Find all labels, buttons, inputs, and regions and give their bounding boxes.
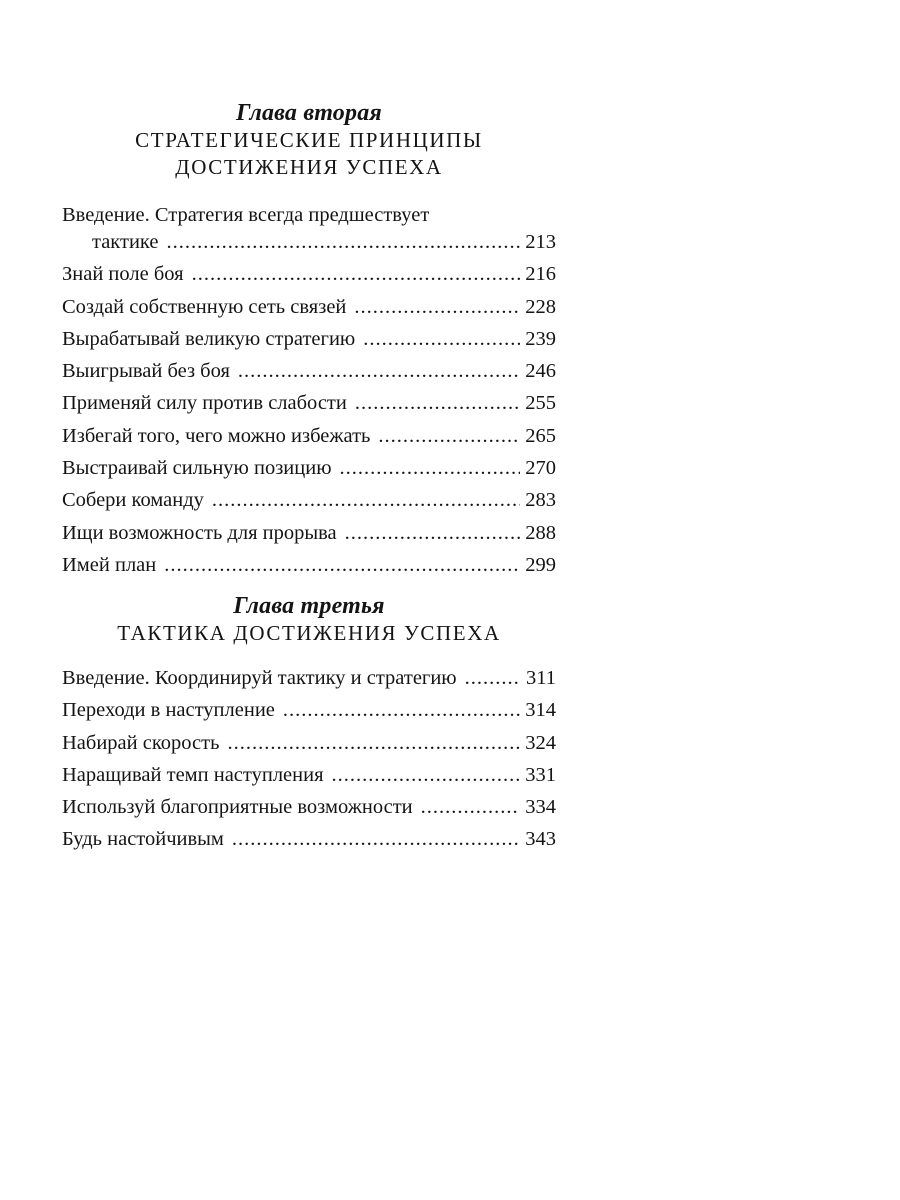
toc-entry-title: Применяй силу против слабости [62, 392, 347, 415]
toc-entry-first-line [62, 202, 556, 229]
toc-page-number: 216 [525, 263, 556, 286]
toc-entry-title: Знай поле боя [62, 263, 184, 286]
toc-page-number: 246 [525, 360, 556, 383]
toc-page-number: 343 [525, 828, 556, 851]
toc-entry[interactable] [62, 826, 556, 853]
toc-entry-title: Вырабатывай великую стратегию [62, 327, 356, 350]
toc-list [62, 665, 556, 853]
dot-leader [166, 229, 520, 256]
toc-entry-title: Используй благоприятные возможности [62, 796, 413, 819]
chapter-heading [62, 593, 556, 647]
toc-page-number: 311 [526, 666, 556, 689]
toc-entry[interactable] [62, 697, 556, 724]
toc-entry-title: Введение. Стратегия всегда предшествует [62, 204, 430, 226]
toc-page-number: 288 [525, 521, 556, 544]
toc-entry-title: Набирай скорость [62, 731, 220, 754]
toc-page-number: 324 [525, 731, 556, 754]
chapter-label: Глава вторая [236, 100, 382, 126]
dot-leader [465, 665, 521, 692]
dot-leader [363, 326, 520, 353]
dot-leader [283, 697, 520, 724]
chapter-heading [62, 100, 556, 181]
toc-entry-title: Собери команду [62, 489, 204, 512]
toc-entry-title: Наращивай темп наступления [62, 763, 324, 786]
toc-page-number: 331 [525, 763, 556, 786]
toc-entry-title: Ищи возможность для прорыва [62, 521, 337, 544]
toc-entry[interactable] [62, 665, 556, 692]
toc-page-number: 239 [525, 327, 556, 350]
toc-page-number: 270 [525, 457, 556, 480]
toc-entry-title: тактике [92, 231, 159, 253]
dot-leader [164, 552, 520, 579]
toc-page-number: 299 [525, 553, 556, 576]
toc-page-number: 283 [525, 489, 556, 512]
toc-page-number: 255 [525, 392, 556, 415]
toc-entry-title: Введение. Координируй тактику и стратегию [62, 666, 457, 689]
toc-entry[interactable] [62, 730, 556, 757]
toc-entry[interactable] [62, 390, 556, 417]
toc-entry[interactable] [62, 794, 556, 821]
chapter-label: Глава третья [233, 592, 385, 619]
toc-entry-title: Переходи в наступление [62, 699, 275, 722]
toc-entry-title: Выстраивай сильную позицию [62, 457, 332, 480]
dot-leader [332, 762, 521, 789]
toc-entry-title: Создай собственную сеть связей [62, 295, 347, 318]
dot-leader [238, 358, 520, 385]
toc-entry-title: Избегай того, чего можно избежать [62, 424, 371, 447]
toc-entry[interactable] [62, 294, 556, 321]
toc-entry[interactable] [62, 552, 556, 579]
dot-leader [227, 730, 520, 757]
toc-entry[interactable] [62, 423, 556, 450]
dot-leader [354, 294, 520, 321]
toc-page-number: 314 [525, 699, 556, 722]
dot-leader [345, 520, 521, 547]
toc-entry[interactable] [62, 358, 556, 385]
chapter-title-line: ДОСТИЖЕНИЯ УСПЕХА [175, 155, 443, 179]
chapter-title-line: ТАКТИКА ДОСТИЖЕНИЯ УСПЕХА [117, 620, 501, 645]
dot-leader [421, 794, 521, 821]
toc-entry-title: Имей план [62, 553, 157, 576]
dot-leader [378, 423, 520, 450]
chapter-section [62, 100, 556, 579]
chapter-title-line: СТРАТЕГИЧЕСКИЕ ПРИНЦИПЫ [135, 128, 483, 152]
dot-leader [212, 487, 520, 514]
dot-leader [192, 261, 521, 288]
toc-entry[interactable] [62, 762, 556, 789]
toc-entry[interactable] [62, 487, 556, 514]
toc-page-number: 265 [525, 424, 556, 447]
chapter-section [62, 593, 556, 853]
toc-entry[interactable] [62, 455, 556, 482]
toc-entry[interactable] [62, 326, 556, 353]
dot-leader [355, 390, 520, 417]
toc-page-number: 334 [525, 796, 556, 819]
dot-leader [340, 455, 521, 482]
dot-leader [232, 826, 520, 853]
toc-page-number: 213 [525, 231, 556, 253]
toc-page-number: 228 [525, 295, 556, 318]
toc-list [62, 202, 556, 579]
toc-entry-title: Будь настойчивым [62, 828, 224, 851]
table-of-contents [62, 100, 556, 859]
toc-entry[interactable] [62, 261, 556, 288]
toc-entry-title: Выигрывай без боя [62, 360, 230, 383]
toc-entry[interactable] [62, 520, 556, 547]
toc-entry[interactable] [62, 202, 556, 256]
